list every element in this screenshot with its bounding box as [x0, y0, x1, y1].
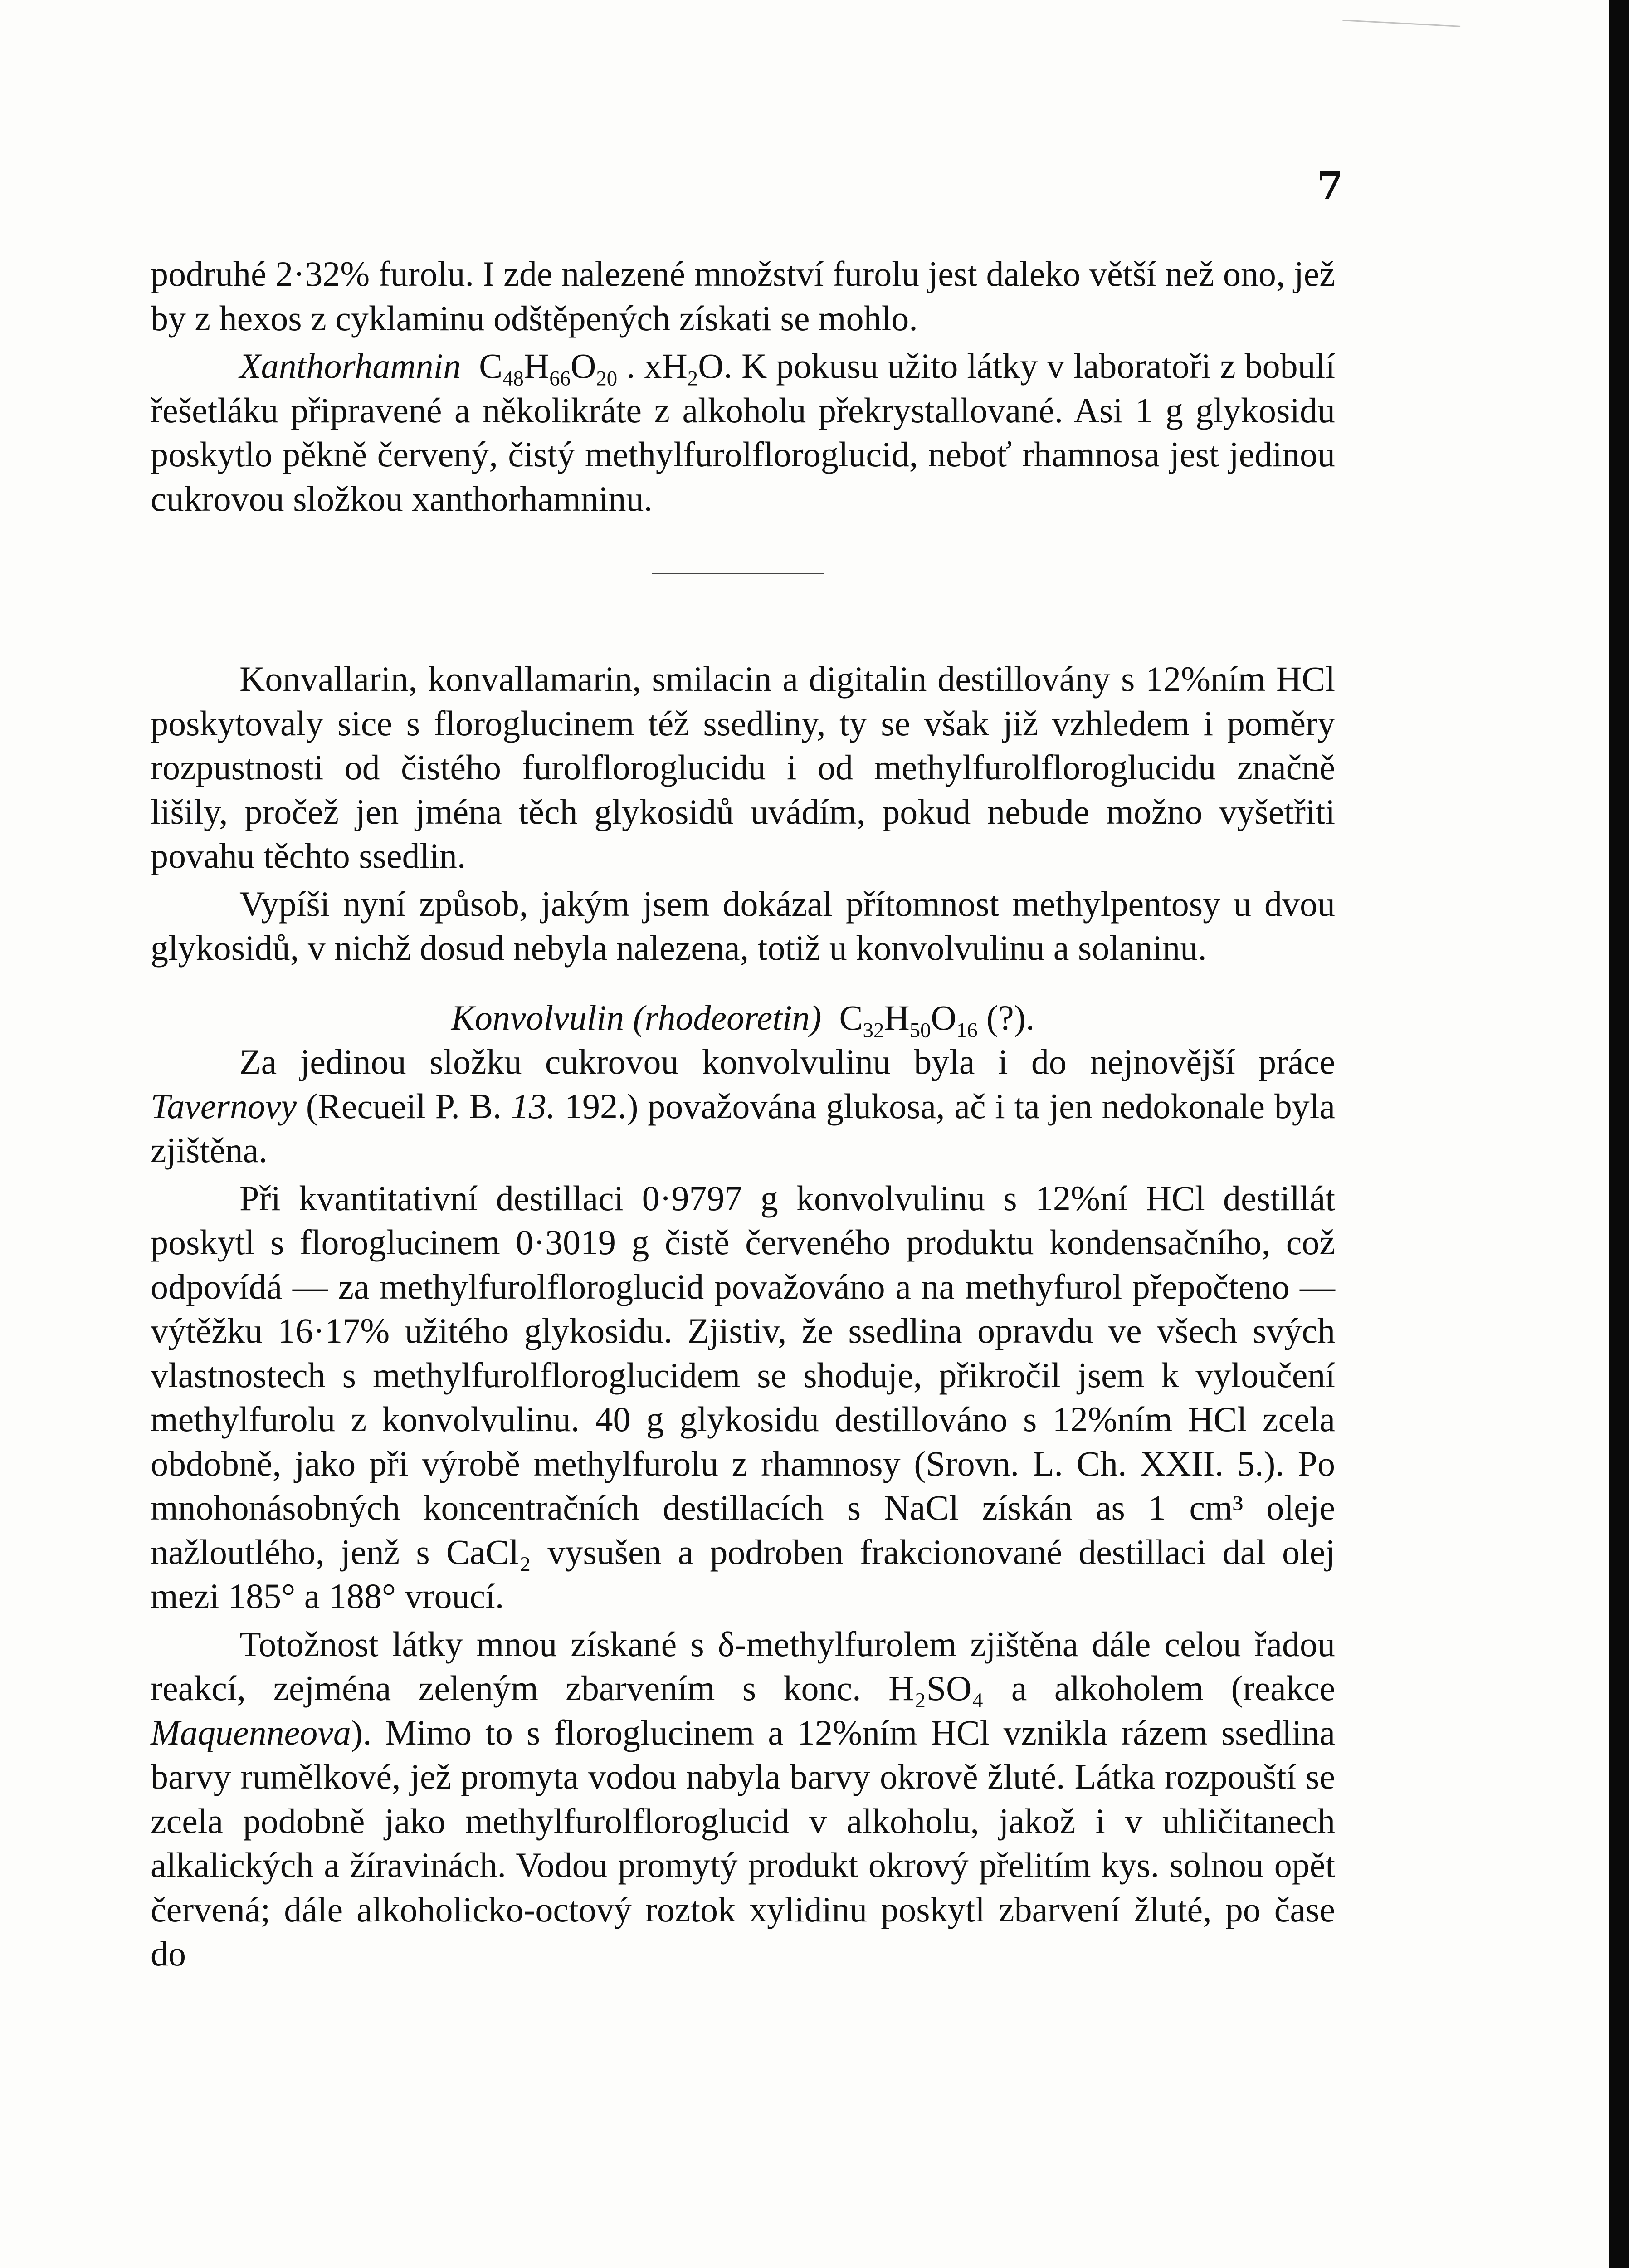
text-part: Za jedinou složku cukrovou konvolvulinu byla i do nejnovější práce [239, 1042, 1335, 1081]
paragraph-glykosides: Konvallarin, konvallamarin, smilacin a digitalin destillovány s 12%ním HCl poskytovaly sice s floroglucinem též ssedliny, ty se však již vzhledem i poměry rozpustnosti od čistého furolfloroglucidu i od methylfurolfloroglucidu značně lišily, pročež jen jména těch glykosidů uvádím, pokud nebude možno vyšetřiti povahu těchto ssedlin. [151, 659, 1335, 875]
formula-o: O [571, 346, 596, 386]
author-name: Tavernovy [151, 1086, 297, 1126]
heading-formula-h: H [884, 997, 910, 1037]
scan-edge [1609, 0, 1629, 2268]
heading-formula-o-sub: 16 [956, 1018, 978, 1042]
formula-water-o: O. [698, 346, 733, 386]
formula-water-sub: 2 [687, 367, 698, 391]
separator-rule [652, 573, 824, 574]
paragraph-continuation: podruhé 2·32% furolu. I zde nalezené množství furolu jest daleko větší než ono, jež by z hexos z cyklaminu odštěpených získati se mohlo. [151, 254, 1335, 338]
text-part: ). Mimo to s floroglucinem a 12%ním HCl vznikla rázem ssedlina barvy rumělkové, jež promyta vodou nabyla barvy okrově žluté. Látka rozpouští se zcela podobně jako methylfurolfloroglucid v alkoholu, jakož i v uhličitanech alkalických a žíravinách. Vodou promytý produkt okrový přelitím kys. solnou opět červená; dále alkoholicko-octový roztok xylidinu poskytl zbarvení žluté, po čase do [151, 1712, 1335, 1973]
text-part: Totožnost látky mnou získané s δ-methylfurolem zjištěna dále celou řadou reakcí, zejména zeleným zbarvením s konc. H₂SO₄ a alkoholem (reakce [151, 1624, 1335, 1708]
author-name: Maquenneova [151, 1712, 351, 1752]
paragraph-identity [151, 1622, 1335, 1976]
page-number: 7 [1317, 163, 1343, 208]
paragraph-text: K pokusu užito látky v laboratoři z bobulí řešetláku připravené a několikráte z alkoholu překrystallované. Asi 1 g glykosidu poskytlo pěkně červený, čistý methylfurolfloroglucid, neboť rhamnosa jest jedinou cukrovou složkou xanthorhamninu. [151, 346, 1335, 518]
heading-formula-c: C [839, 997, 863, 1037]
compound-name: Xanthorhamnin [239, 346, 461, 386]
paragraph-quantitative: Při kvantitativní destillaci 0·9797 g konvolvulinu s 12%ní HCl destillát poskytl s floroglucinem 0·3019 g čistě červeného produktu kondensačního, což odpovídá — za methylfurolfloroglucid považováno a na methyfurol přepočteno — výtěžku 16·17% užitého glykosidu. Zjistiv, že ssedlina opravdu ve všech svých vlastnostech s methylfurolfloroglucidem se shoduje, přikročil jsem k vyloučení methylfurolu z konvolvulinu. 40 g glykosidu destillováno s 12%ním HCl zcela obdobně, jako při výrobě methylfurolu z rhamnosy (Srovn. L. Ch. XXII. 5.). Po mnohonásobných koncentračních destillacích s NaCl získán as 1 cm³ oleje nažloutlého, jenž s CaCl₂ vysušen a podroben frakcionované destillaci dal olej mezi 185° a 188° vroucí. [151, 1178, 1335, 1616]
text-part: (Recueil P. B. [297, 1086, 511, 1126]
formula-h-sub: 66 [549, 367, 571, 391]
volume-number: 13. [511, 1086, 556, 1126]
formula-h: H [523, 346, 550, 386]
paragraph-method-intro: Vypíši nyní způsob, jakým jsem dokázal přítomnost methylpentosy u dvou glykosidů, v nichž dosud nebyla nalezena, totiž u konvolvulinu a solaninu. [151, 884, 1335, 968]
formula-water: . xH [617, 346, 688, 386]
paragraph-konvolvulin-sugar [151, 1040, 1335, 1173]
spacer [151, 970, 1335, 996]
formula-c: C [479, 346, 503, 386]
formula-o-sub: 20 [596, 367, 618, 391]
heading-name: Konvolvulin (rhodeoretin) [451, 997, 822, 1037]
heading-formula-h-sub: 50 [909, 1018, 931, 1042]
body-text [151, 252, 1335, 1976]
heading-formula-tail: (?). [977, 997, 1035, 1037]
paragraph-xanthorhamnin [151, 344, 1335, 521]
heading-formula-c-sub: 32 [863, 1018, 884, 1042]
section-break [151, 521, 1335, 657]
section-heading [151, 996, 1335, 1040]
text-part: 192.) považována glukosa, ač i ta jen nedokonale byla zjištěna. [151, 1086, 1335, 1170]
heading-formula-o: O [931, 997, 956, 1037]
formula-c-sub: 48 [502, 367, 524, 391]
